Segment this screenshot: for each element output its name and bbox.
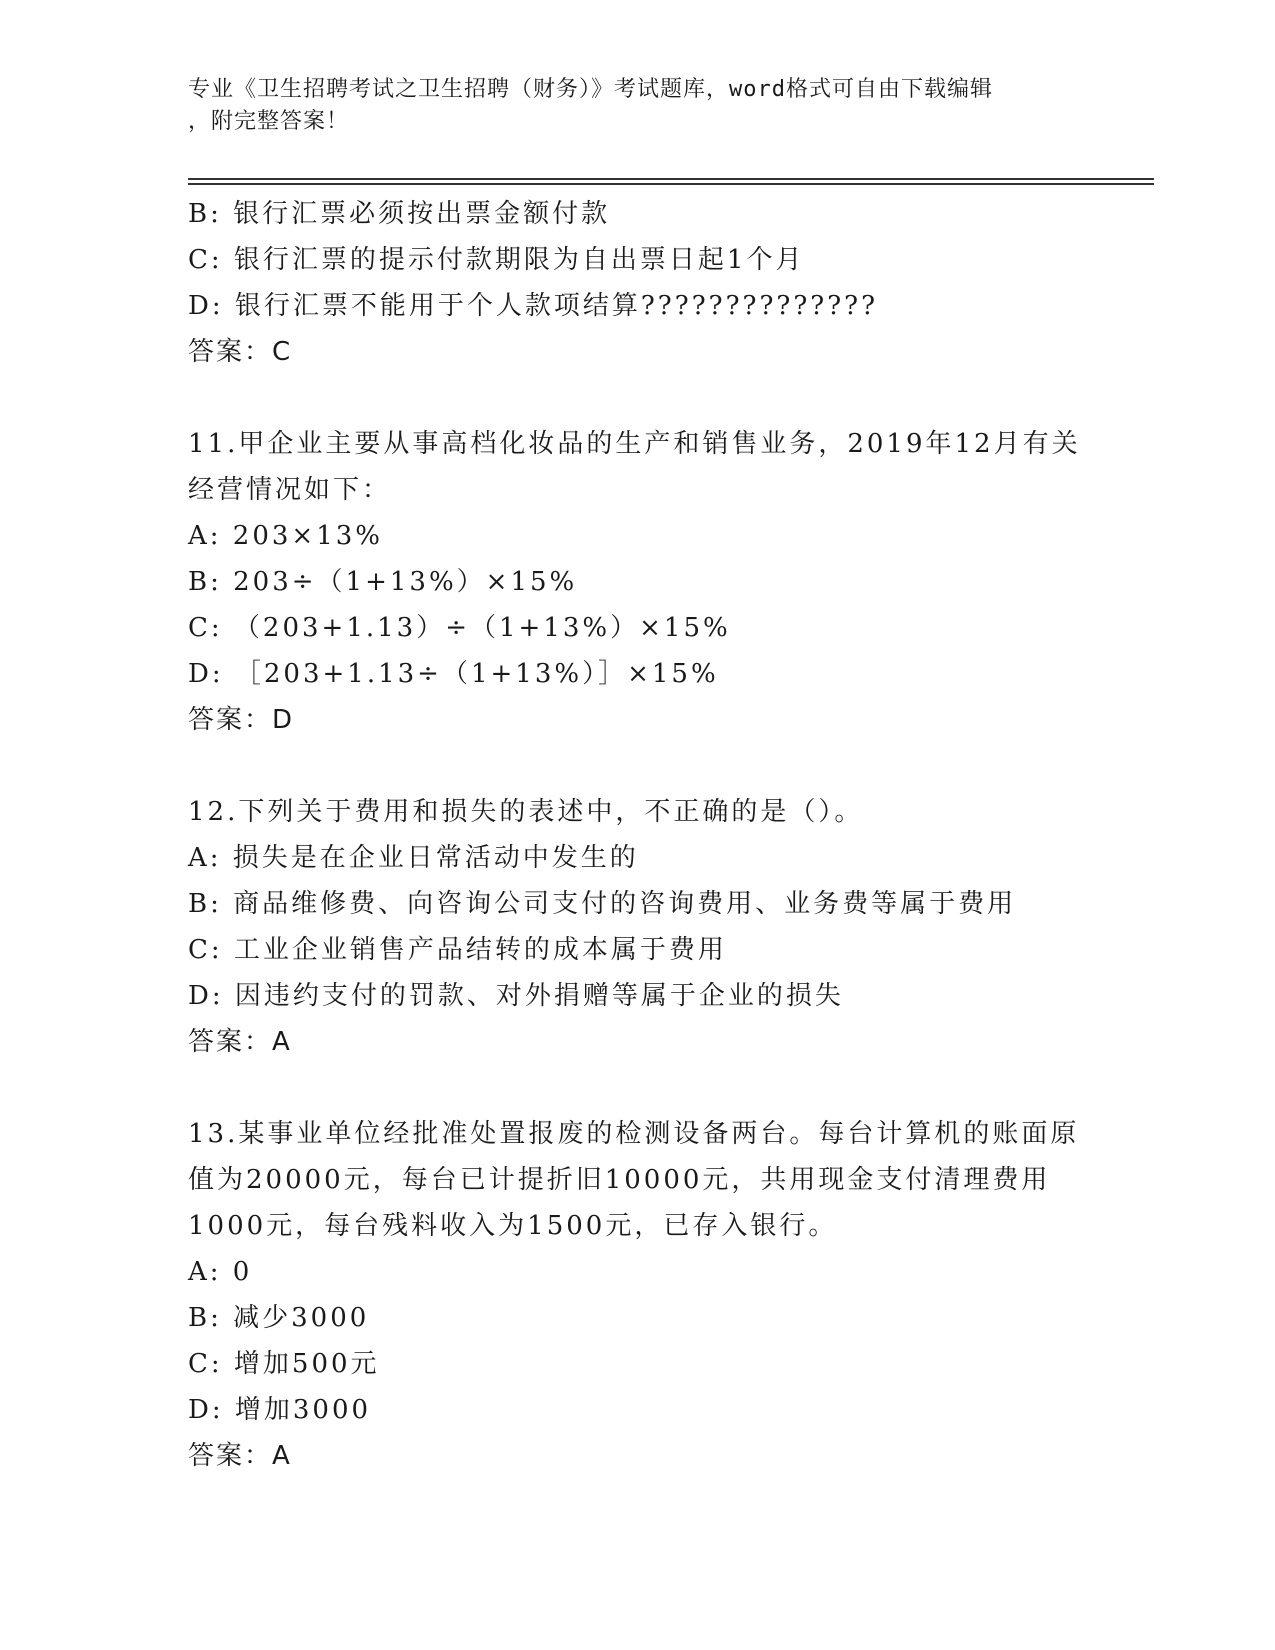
question-12 xyxy=(188,789,1128,1065)
header-line-1: 专业《卫生招聘考试之卫生招聘（财务）》考试题库，word格式可自由下载编辑 xyxy=(188,77,993,102)
q12-option-c: C: 工业企业销售产品结转的成本属于费用 xyxy=(188,935,727,965)
q11-option-c: C: （203+1.13）÷（1+13%）×15% xyxy=(188,613,731,643)
q11-stem-line-1: 11.甲企业主要从事高档化妆品的生产和销售业务，2019年12月有关 xyxy=(188,429,1081,459)
q12-stem-line-1: 12.下列关于费用和损失的表述中，不正确的是（）。 xyxy=(188,797,864,827)
q13-stem-line-2: 值为20000元，每台已计提折旧10000元，共用现金支付清理费用 xyxy=(188,1165,1051,1195)
header-divider-top xyxy=(188,178,1154,180)
q13-option-c: C: 增加500元 xyxy=(188,1349,380,1379)
q13-option-a: A: 0 xyxy=(188,1257,253,1287)
q10-answer: 答案：C xyxy=(188,337,293,367)
q10-option-c: C: 银行汇票的提示付款期限为自出票日起1个月 xyxy=(188,245,805,275)
q12-option-a: A: 损失是在企业日常活动中发生的 xyxy=(188,843,639,873)
q11-option-b: B: 203÷（1+13%）×15% xyxy=(188,567,578,597)
document-header xyxy=(188,74,1078,138)
header-line-2: ，附完整答案！ xyxy=(188,109,350,134)
q13-option-b: B: 减少3000 xyxy=(188,1303,370,1333)
q11-option-a: A: 203×13% xyxy=(188,521,384,551)
q13-option-d: D: 增加3000 xyxy=(188,1395,372,1425)
header-divider-bottom xyxy=(188,183,1154,185)
q11-option-d: D: ［203+1.13÷（1+13%）］×15% xyxy=(188,659,719,689)
question-13 xyxy=(188,1111,1128,1479)
question-content xyxy=(188,191,1128,1479)
spacer xyxy=(188,743,1128,789)
q13-answer: 答案：A xyxy=(188,1441,292,1471)
q13-stem-line-3: 1000元，每台残料收入为1500元，已存入银行。 xyxy=(188,1211,838,1241)
question-11 xyxy=(188,421,1128,743)
q13-stem-line-1: 13.某事业单位经批准处置报废的检测设备两台。每台计算机的账面原 xyxy=(188,1119,1080,1149)
q10-option-b: B: 银行汇票必须按出票金额付款 xyxy=(188,199,611,229)
q10-option-d: D: 银行汇票不能用于个人款项结算?????????????? xyxy=(188,291,879,321)
q12-option-b: B: 商品维修费、向咨询公司支付的咨询费用、业务费等属于费用 xyxy=(188,889,1017,919)
spacer xyxy=(188,375,1128,421)
q12-option-d: D: 因违约支付的罚款、对外捐赠等属于企业的损失 xyxy=(188,981,844,1011)
question-10-tail xyxy=(188,191,1128,375)
q11-stem-line-2: 经营情况如下： xyxy=(188,475,392,505)
spacer xyxy=(188,1065,1128,1111)
q11-answer: 答案：D xyxy=(188,705,295,735)
q12-answer: 答案：A xyxy=(188,1027,292,1057)
